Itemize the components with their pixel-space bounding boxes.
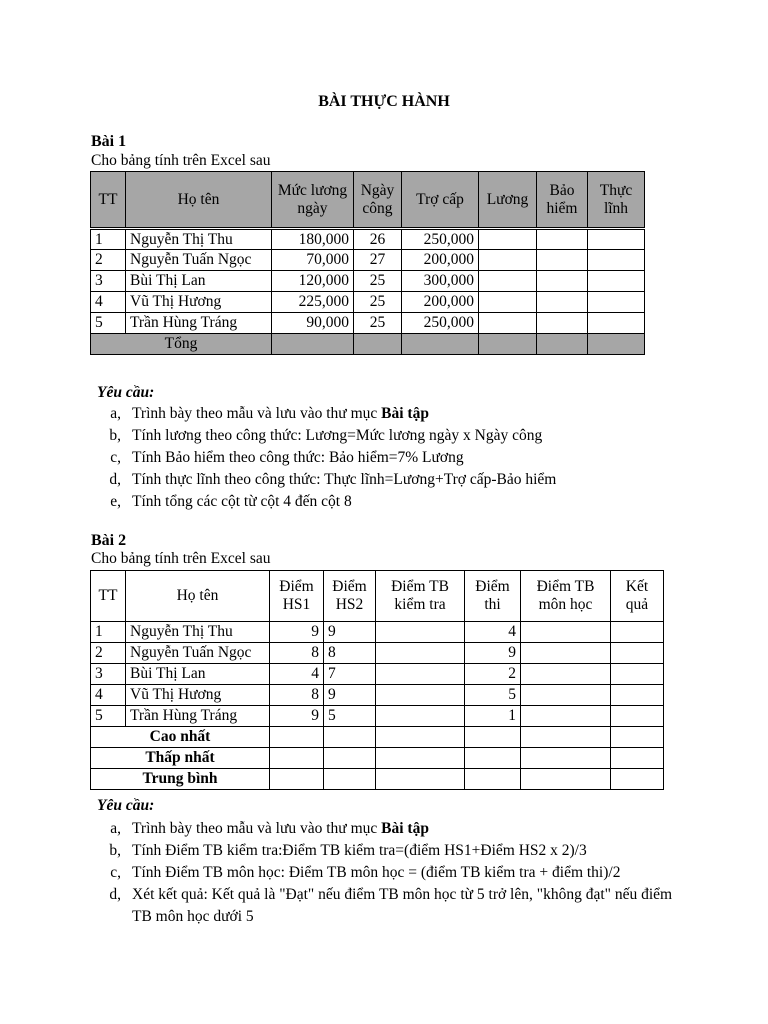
list-item-text: Tính Điểm TB môn học: Điểm TB môn học = (điểm TB kiểm tra + điểm thi)/2 bbox=[132, 864, 621, 881]
bai1-cell: Nguyễn Tuấn Ngọc bbox=[126, 250, 272, 271]
bai1-cell: 5 bbox=[91, 313, 126, 334]
bai1-empty-cell bbox=[537, 271, 588, 292]
list-item-text: Tính lương theo công thức: Lương=Mức lương ngày x Ngày công bbox=[132, 427, 543, 444]
list-item-label: c, bbox=[110, 864, 121, 881]
bai1-col-header: Trợ cấp bbox=[402, 172, 479, 229]
list-item-label: b, bbox=[109, 427, 121, 444]
bai2-col-header: Điểm TB môn học bbox=[521, 571, 611, 622]
list-item bbox=[91, 425, 556, 447]
table-row bbox=[91, 229, 645, 250]
bai1-empty-cell bbox=[588, 292, 645, 313]
bai2-empty-cell bbox=[611, 706, 664, 727]
bai1-total-cell bbox=[272, 334, 354, 355]
bai2-cell: Trần Hùng Tráng bbox=[126, 706, 270, 727]
bai2-cell: 1 bbox=[465, 706, 521, 727]
bai1-col-header: TT bbox=[91, 172, 126, 229]
bai2-cell: 3 bbox=[91, 664, 126, 685]
list-item-text: Tính Bảo hiểm theo công thức: Bảo hiểm=7% Lương bbox=[132, 449, 464, 466]
bai2-empty-cell bbox=[376, 664, 465, 685]
list-item bbox=[91, 862, 681, 884]
bai2-requirements-list bbox=[91, 818, 681, 928]
bai1-cell: 300,000 bbox=[402, 271, 479, 292]
bai1-total-cell bbox=[479, 334, 537, 355]
bai2-cell: 4 bbox=[465, 622, 521, 643]
bai1-header-row bbox=[91, 172, 645, 229]
bai2-empty-cell bbox=[376, 706, 465, 727]
bai2-cell: 8 bbox=[270, 685, 324, 706]
list-item-label: d, bbox=[109, 471, 121, 488]
bai2-empty-cell bbox=[270, 748, 324, 769]
bai1-intro: Cho bảng tính trên Excel sau bbox=[91, 152, 271, 169]
bai2-cell: 2 bbox=[465, 664, 521, 685]
table-row bbox=[91, 292, 645, 313]
bai2-empty-cell bbox=[611, 664, 664, 685]
bai1-cell: 200,000 bbox=[402, 292, 479, 313]
bai2-cell: 9 bbox=[324, 622, 376, 643]
bai1-empty-cell bbox=[537, 292, 588, 313]
bai2-empty-cell bbox=[376, 748, 465, 769]
bai2-cell: 9 bbox=[465, 643, 521, 664]
bai2-empty-cell bbox=[521, 727, 611, 748]
bai1-total-cell bbox=[537, 334, 588, 355]
list-item-label: a, bbox=[110, 405, 121, 422]
bai2-empty-cell bbox=[611, 643, 664, 664]
bai2-col-header: Họ tên bbox=[126, 571, 270, 622]
bai1-requirements-list bbox=[91, 403, 556, 513]
bai1-cell: 1 bbox=[91, 229, 126, 250]
list-item-text: Trình bày theo mẫu và lưu vào thư mục bbox=[132, 405, 382, 422]
list-item bbox=[91, 469, 556, 491]
bai2-empty-cell bbox=[270, 727, 324, 748]
bai2-empty-cell bbox=[521, 748, 611, 769]
bai2-summary-label: Cao nhất bbox=[91, 727, 270, 748]
bai1-col-header: Thực lĩnh bbox=[588, 172, 645, 229]
bai1-cell: Bùi Thị Lan bbox=[126, 271, 272, 292]
bai2-col-header: Điểm thi bbox=[465, 571, 521, 622]
bai2-empty-cell bbox=[376, 769, 465, 790]
bai2-empty-cell bbox=[611, 727, 664, 748]
bai2-header-row bbox=[91, 571, 664, 622]
bai2-intro: Cho bảng tính trên Excel sau bbox=[91, 550, 271, 567]
bai2-empty-cell bbox=[376, 727, 465, 748]
bai2-summary-label: Thấp nhất bbox=[91, 748, 270, 769]
bai1-cell: 25 bbox=[354, 292, 402, 313]
list-item-text: Tính thực lĩnh theo công thức: Thực lĩnh=Lương+Trợ cấp-Bảo hiểm bbox=[132, 471, 557, 488]
bai1-total-cell bbox=[354, 334, 402, 355]
bai2-col-header: Kết quả bbox=[611, 571, 664, 622]
bai2-empty-cell bbox=[521, 622, 611, 643]
bai2-cell: 8 bbox=[270, 643, 324, 664]
bai1-empty-cell bbox=[479, 313, 537, 334]
bai1-total-row bbox=[91, 334, 645, 355]
bai1-empty-cell bbox=[479, 250, 537, 271]
bai1-cell: 200,000 bbox=[402, 250, 479, 271]
list-item-text: Trình bày theo mẫu và lưu vào thư mục bbox=[132, 820, 382, 837]
bai2-col-header: Điểm HS2 bbox=[324, 571, 376, 622]
bai2-heading: Bài 2 bbox=[91, 532, 127, 549]
bai2-empty-cell bbox=[611, 622, 664, 643]
bai2-empty-cell bbox=[465, 748, 521, 769]
bai1-cell: 225,000 bbox=[272, 292, 354, 313]
bai1-cell: 3 bbox=[91, 271, 126, 292]
bai2-empty-cell bbox=[521, 643, 611, 664]
bai2-empty-cell bbox=[611, 685, 664, 706]
bai1-total-cell bbox=[588, 334, 645, 355]
bai2-cell: Nguyễn Thị Thu bbox=[126, 622, 270, 643]
bai2-empty-cell bbox=[324, 769, 376, 790]
bai2-requirements-title: Yêu cầu: bbox=[97, 797, 155, 814]
bai2-cell: 4 bbox=[91, 685, 126, 706]
list-item-bold: Bài tập bbox=[381, 820, 429, 837]
bai2-empty-cell bbox=[465, 769, 521, 790]
bai1-cell: 2 bbox=[91, 250, 126, 271]
bai2-empty-cell bbox=[521, 706, 611, 727]
table-row bbox=[91, 250, 645, 271]
bai1-empty-cell bbox=[588, 250, 645, 271]
table-row bbox=[91, 313, 645, 334]
bai1-col-header: Ngày công bbox=[354, 172, 402, 229]
list-item-label: d, bbox=[109, 886, 121, 903]
bai2-cell: 1 bbox=[91, 622, 126, 643]
bai2-cell: 8 bbox=[324, 643, 376, 664]
table-row bbox=[91, 271, 645, 292]
bai2-cell: 4 bbox=[270, 664, 324, 685]
bai2-empty-cell bbox=[521, 769, 611, 790]
bai2-col-header: TT bbox=[91, 571, 126, 622]
bai1-cell: Nguyễn Thị Thu bbox=[126, 229, 272, 250]
bai2-empty-cell bbox=[521, 685, 611, 706]
bai1-cell: 120,000 bbox=[272, 271, 354, 292]
bai1-empty-cell bbox=[479, 229, 537, 250]
bai1-requirements-title: Yêu cầu: bbox=[97, 384, 155, 401]
bai1-cell: 25 bbox=[354, 313, 402, 334]
table-row bbox=[91, 622, 664, 643]
bai1-cell: 250,000 bbox=[402, 313, 479, 334]
list-item-text: Tính Điểm TB kiểm tra:Điểm TB kiểm tra=(điểm HS1+Điểm HS2 x 2)/3 bbox=[132, 842, 587, 859]
bai2-summary-row bbox=[91, 748, 664, 769]
list-item bbox=[91, 403, 556, 425]
bai1-cell: Trần Hùng Tráng bbox=[126, 313, 272, 334]
bai2-empty-cell bbox=[376, 685, 465, 706]
bai1-empty-cell bbox=[537, 229, 588, 250]
bai2-empty-cell bbox=[611, 769, 664, 790]
list-item-label: c, bbox=[110, 449, 121, 466]
bai1-empty-cell bbox=[588, 229, 645, 250]
bai1-cell: 180,000 bbox=[272, 229, 354, 250]
list-item bbox=[91, 884, 681, 928]
bai2-cell: 9 bbox=[270, 706, 324, 727]
bai1-empty-cell bbox=[479, 292, 537, 313]
bai1-empty-cell bbox=[537, 250, 588, 271]
table-row bbox=[91, 643, 664, 664]
bai2-empty-cell bbox=[465, 727, 521, 748]
bai2-summary-row bbox=[91, 769, 664, 790]
bai1-cell: 27 bbox=[354, 250, 402, 271]
bai1-col-header: Bảo hiểm bbox=[537, 172, 588, 229]
bai2-empty-cell bbox=[324, 727, 376, 748]
bai1-empty-cell bbox=[479, 271, 537, 292]
bai2-empty-cell bbox=[324, 748, 376, 769]
bai1-cell: 4 bbox=[91, 292, 126, 313]
list-item-label: e, bbox=[110, 493, 121, 510]
bai2-empty-cell bbox=[270, 769, 324, 790]
bai2-table bbox=[90, 570, 664, 790]
bai2-empty-cell bbox=[521, 664, 611, 685]
table-row bbox=[91, 664, 664, 685]
list-item bbox=[91, 818, 681, 840]
bai2-cell: Bùi Thị Lan bbox=[126, 664, 270, 685]
bai1-cell: Vũ Thị Hương bbox=[126, 292, 272, 313]
bai2-empty-cell bbox=[376, 643, 465, 664]
bai2-cell: 9 bbox=[324, 685, 376, 706]
list-item bbox=[91, 840, 681, 862]
bai2-empty-cell bbox=[611, 748, 664, 769]
bai2-cell: 5 bbox=[324, 706, 376, 727]
bai2-cell: Nguyễn Tuấn Ngọc bbox=[126, 643, 270, 664]
bai2-empty-cell bbox=[376, 622, 465, 643]
list-item-label: a, bbox=[110, 820, 121, 837]
bai1-empty-cell bbox=[588, 313, 645, 334]
list-item bbox=[91, 447, 556, 469]
bai2-cell: 7 bbox=[324, 664, 376, 685]
bai1-empty-cell bbox=[537, 313, 588, 334]
list-item-label: b, bbox=[109, 842, 121, 859]
page-title: BÀI THỰC HÀNH bbox=[318, 93, 450, 110]
bai1-total-label: Tổng bbox=[91, 334, 272, 355]
list-item-text: Xét kết quả: Kết quả là "Đạt" nếu điểm TB môn học từ 5 trở lên, "không đạt" nếu điểm TB môn học dưới 5 bbox=[132, 886, 673, 925]
bai1-table bbox=[90, 171, 645, 355]
bai2-col-header: Điểm HS1 bbox=[270, 571, 324, 622]
bai1-total-cell bbox=[402, 334, 479, 355]
bai1-empty-cell bbox=[588, 271, 645, 292]
bai1-col-header: Lương bbox=[479, 172, 537, 229]
bai2-cell: 5 bbox=[465, 685, 521, 706]
bai2-summary-label: Trung bình bbox=[91, 769, 270, 790]
bai1-col-header: Họ tên bbox=[126, 172, 272, 229]
bai1-cell: 70,000 bbox=[272, 250, 354, 271]
bai1-cell: 26 bbox=[354, 229, 402, 250]
bai2-cell: Vũ Thị Hương bbox=[126, 685, 270, 706]
bai1-col-header: Mức lương ngày bbox=[272, 172, 354, 229]
bai2-cell: 9 bbox=[270, 622, 324, 643]
table-row bbox=[91, 685, 664, 706]
bai2-cell: 5 bbox=[91, 706, 126, 727]
bai1-cell: 25 bbox=[354, 271, 402, 292]
bai2-summary-row bbox=[91, 727, 664, 748]
list-item bbox=[91, 491, 556, 513]
bai1-cell: 90,000 bbox=[272, 313, 354, 334]
bai1-cell: 250,000 bbox=[402, 229, 479, 250]
bai2-col-header: Điểm TB kiểm tra bbox=[376, 571, 465, 622]
list-item-bold: Bài tập bbox=[381, 405, 429, 422]
bai1-heading: Bài 1 bbox=[91, 133, 127, 150]
list-item-text: Tính tổng các cột từ cột 4 đến cột 8 bbox=[132, 493, 352, 510]
table-row bbox=[91, 706, 664, 727]
bai2-cell: 2 bbox=[91, 643, 126, 664]
